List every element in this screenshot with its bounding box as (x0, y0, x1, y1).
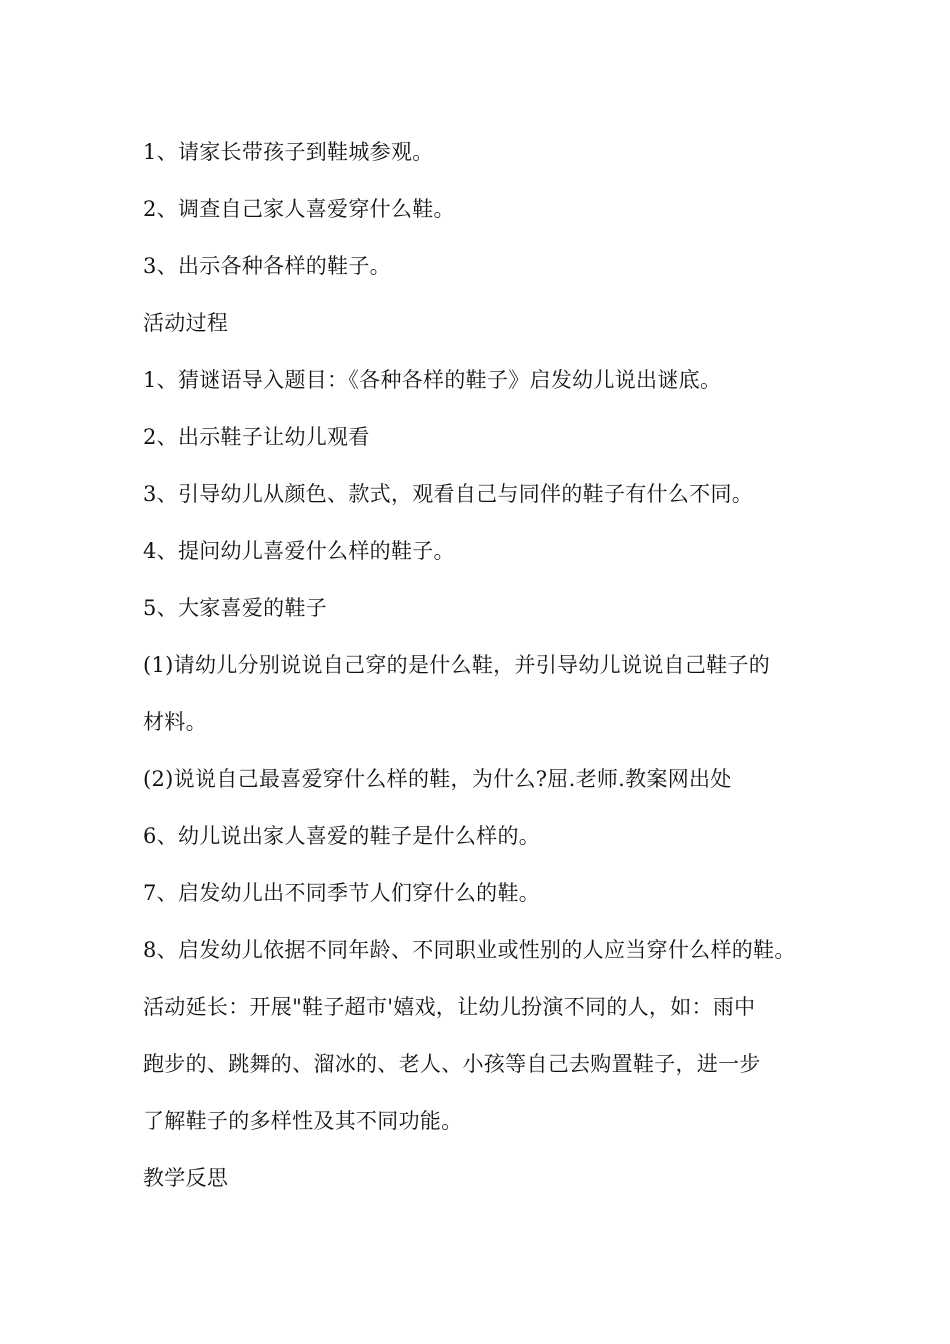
text-line-step-2: 2、出示鞋子让幼儿观看 (143, 425, 370, 449)
text-line-prep-2: 2、调查自己家人喜爱穿什么鞋。 (143, 197, 455, 221)
text-line-step-8: 8、启发幼儿依据不同年龄、不同职业或性别的人应当穿什么样的鞋。 (143, 938, 796, 962)
text-line-extension-2: 跑步的、跳舞的、溜冰的、老人、小孩等自己去购置鞋子，进一步 (143, 1052, 761, 1076)
text-line-step-6: 6、幼儿说出家人喜爱的鞋子是什么样的。 (143, 824, 541, 848)
text-line-step-5-sub-1-cont: 材料。 (143, 710, 207, 734)
text-line-step-7: 7、启发幼儿出不同季节人们穿什么的鞋。 (143, 881, 541, 905)
text-line-step-5-sub-1: (1)请幼儿分别说说自己穿的是什么鞋，并引导幼儿说说自己鞋子的 (143, 653, 771, 677)
section-heading-process: 活动过程 (143, 311, 229, 335)
text-line-step-5-sub-2: (2)说说自己最喜爱穿什么样的鞋，为什么?屈.老师.教案网出处 (143, 767, 732, 791)
text-line-extension-3: 了解鞋子的多样性及其不同功能。 (143, 1109, 463, 1133)
text-line-step-1: 1、猜谜语导入题目：《各种各样的鞋子》启发幼儿说出谜底。 (143, 368, 722, 392)
text-line-step-3: 3、引导幼儿从颜色、款式，观看自己与同伴的鞋子有什么不同。 (143, 482, 754, 506)
text-line-extension-1: 活动延长：开展"鞋子超市'嬉戏，让幼儿扮演不同的人，如：雨中 (143, 995, 756, 1019)
text-line-prep-3: 3、出示各种各样的鞋子。 (143, 254, 391, 278)
text-line-step-4: 4、提问幼儿喜爱什么样的鞋子。 (143, 539, 455, 563)
section-heading-reflection: 教学反思 (143, 1166, 229, 1190)
text-line-prep-1: 1、请家长带孩子到鞋城参观。 (143, 140, 434, 164)
text-line-step-5: 5、大家喜爱的鞋子 (143, 596, 328, 620)
